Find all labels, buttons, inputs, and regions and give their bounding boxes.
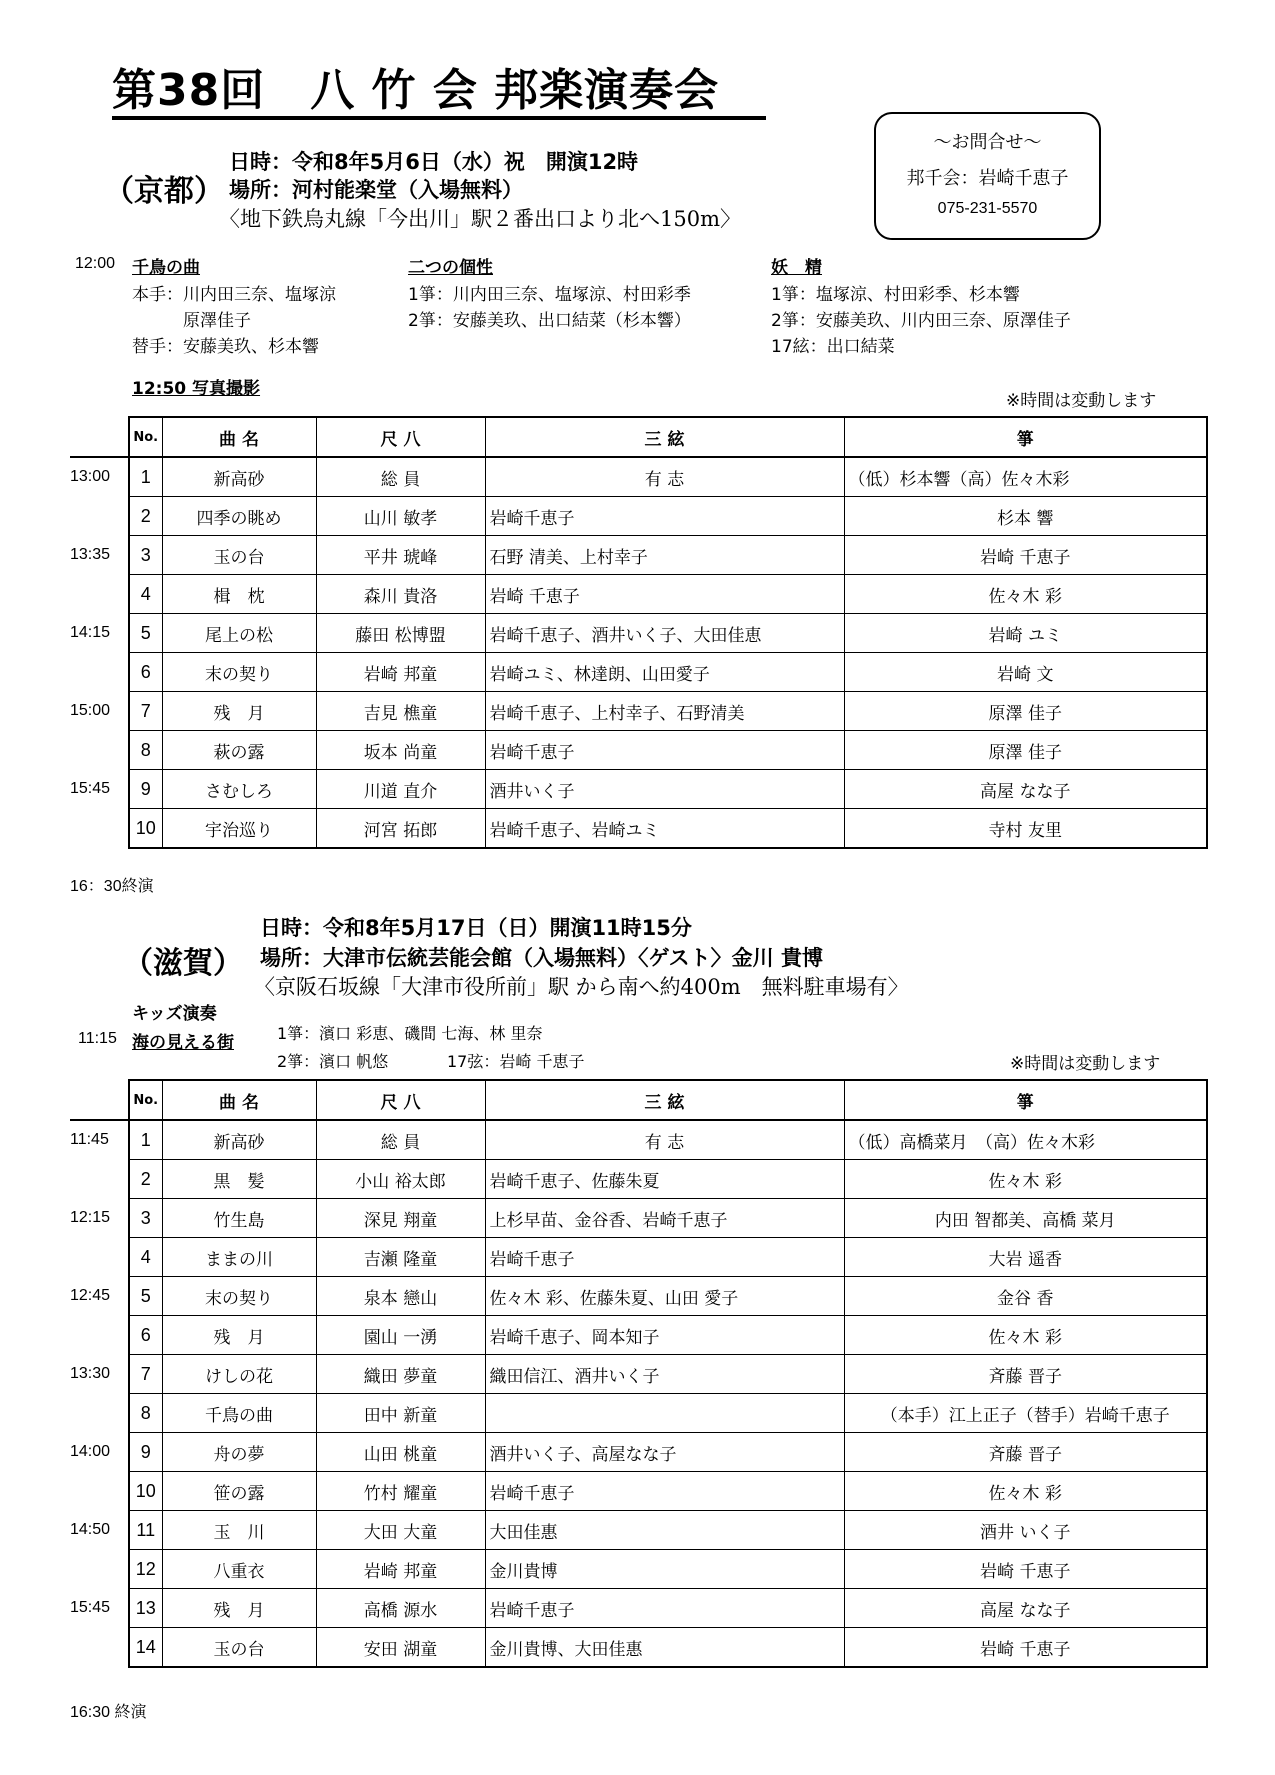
row-number: 9: [129, 770, 162, 809]
sangen-players: 酒井いく子、高屋なな子: [485, 1433, 844, 1472]
kyoto-schedule-table: [70, 416, 1208, 849]
sangen-players: 酒井いく子: [485, 770, 844, 809]
header-shakuhachi: 尺 八: [316, 1080, 485, 1120]
row-number: 11: [129, 1511, 162, 1550]
shakuhachi-player: 織田 夢童: [316, 1355, 485, 1394]
piece-name: けしの花: [162, 1355, 316, 1394]
header-sangen: 三 絃: [485, 417, 844, 457]
opening-time: 12:00: [75, 255, 116, 272]
piece-name: 舟の夢: [162, 1433, 316, 1472]
shakuhachi-player: 高橋 源水: [316, 1589, 485, 1628]
koto-players: （低）高橋菜月 （高）佐々木彩: [844, 1120, 1207, 1160]
table-row: [70, 1160, 1207, 1199]
shiga-access: 〈京阪石坂線「大津市役所前」駅 から南へ約400m 無料駐車場有〉: [254, 975, 909, 999]
table-row: [70, 1355, 1207, 1394]
opening-piece-performers: 1箏：川内田三奈、塩塚涼、村田彩季: [408, 285, 691, 305]
kids-piece: 海の見える街: [132, 1033, 234, 1053]
row-number: 7: [129, 1355, 162, 1394]
table-row: [70, 1199, 1207, 1238]
row-number: 1: [129, 1120, 162, 1160]
table-row: [70, 692, 1207, 731]
time-label: 11:45: [70, 1120, 129, 1160]
time-label: 13:35: [70, 536, 129, 575]
opening-piece-performers: 本手：川内田三奈、塩塚涼: [132, 285, 336, 305]
header-no: No.: [129, 417, 162, 457]
table-row: [70, 457, 1207, 497]
shakuhachi-player: 川道 直介: [316, 770, 485, 809]
row-number: 5: [129, 614, 162, 653]
table-row: [70, 770, 1207, 809]
koto-players: 原澤 佳子: [844, 692, 1207, 731]
table-row: [70, 653, 1207, 692]
shiga-end: 16:30 終演: [70, 1704, 147, 1721]
opening-piece-performers: 1箏：塩塚涼、村田彩季、杉本響: [771, 285, 1020, 305]
row-number: 8: [129, 1394, 162, 1433]
opening-piece-title: 千鳥の曲: [132, 258, 200, 278]
time-label: [70, 1550, 129, 1589]
contact-box: [874, 112, 1101, 240]
piece-name: 宇治巡り: [162, 809, 316, 849]
time-label: [70, 1628, 129, 1668]
kids-label: キッズ演奏: [132, 1004, 217, 1024]
table-row: [70, 1277, 1207, 1316]
opening-piece-performers: 2箏：安藤美玖、出口結菜（杉本響）: [408, 311, 691, 331]
piece-name: 黒 髪: [162, 1160, 316, 1199]
kids-line-1: 1箏：濱口 彩恵、磯間 七海、林 里奈: [277, 1024, 543, 1043]
table-row: [70, 1120, 1207, 1160]
shakuhachi-player: 坂本 尚童: [316, 731, 485, 770]
kyoto-end: 16：30終演: [70, 878, 154, 895]
sangen-players: 岩崎千恵子、岩崎ユミ: [485, 809, 844, 849]
table-row: [70, 614, 1207, 653]
time-label: 15:45: [70, 1589, 129, 1628]
shakuhachi-player: 総 員: [316, 457, 485, 497]
kyoto-access: 〈地下鉄烏丸線「今出川」駅２番出口より北へ150m〉: [219, 207, 741, 231]
row-number: 5: [129, 1277, 162, 1316]
sangen-players: 上杉早苗、金谷香、岩崎千恵子: [485, 1199, 844, 1238]
table-row: [70, 1550, 1207, 1589]
row-number: 2: [129, 497, 162, 536]
piece-name: 楫 枕: [162, 575, 316, 614]
koto-players: （低）杉本響（高）佐々木彩: [844, 457, 1207, 497]
table-row: [70, 1472, 1207, 1511]
contact-name: 邦千会：岩崎千恵子: [906, 168, 1069, 189]
table-row: [70, 1433, 1207, 1472]
kyoto-datetime: 日時：令和8年5月6日（水）祝 開演12時: [229, 150, 639, 174]
shakuhachi-player: 安田 湖童: [316, 1628, 485, 1668]
sangen-players: 岩崎千恵子: [485, 1589, 844, 1628]
kids-line-3: 17弦：岩崎 千恵子: [447, 1052, 585, 1071]
page-title: 第38回 八 竹 会 邦楽演奏会: [112, 66, 766, 120]
row-number: 13: [129, 1589, 162, 1628]
time-label: 12:15: [70, 1199, 129, 1238]
koto-players: 高屋 なな子: [844, 770, 1207, 809]
koto-players: 岩崎 文: [844, 653, 1207, 692]
piece-name: 残 月: [162, 1589, 316, 1628]
time-label: 13:00: [70, 457, 129, 497]
table-row: [70, 1589, 1207, 1628]
piece-name: 千鳥の曲: [162, 1394, 316, 1433]
sangen-players: 織田信江、酒井いく子: [485, 1355, 844, 1394]
sangen-players: 岩崎ユミ、林達朗、山田愛子: [485, 653, 844, 692]
shiga-region: （滋賀）: [123, 946, 243, 981]
piece-name: 新高砂: [162, 1120, 316, 1160]
time-note-shiga: ※時間は変動します: [1010, 1054, 1161, 1074]
koto-players: 佐々木 彩: [844, 575, 1207, 614]
row-number: 3: [129, 1199, 162, 1238]
koto-players: 大岩 遥香: [844, 1238, 1207, 1277]
shakuhachi-player: 深見 翔童: [316, 1199, 485, 1238]
header-piece: 曲 名: [162, 417, 316, 457]
koto-players: 佐々木 彩: [844, 1160, 1207, 1199]
header-shakuhachi: 尺 八: [316, 417, 485, 457]
piece-name: 玉の台: [162, 1628, 316, 1668]
sangen-players: 岩崎 千恵子: [485, 575, 844, 614]
row-number: 4: [129, 1238, 162, 1277]
time-label: 14:00: [70, 1433, 129, 1472]
table-row: [70, 1394, 1207, 1433]
piece-name: 玉 川: [162, 1511, 316, 1550]
piece-name: 残 月: [162, 692, 316, 731]
sangen-players: 石野 清美、上村幸子: [485, 536, 844, 575]
sangen-players: 岩崎千恵子: [485, 1472, 844, 1511]
shakuhachi-player: 平井 琥峰: [316, 536, 485, 575]
opening-piece-performers: 原澤佳子: [132, 311, 251, 331]
koto-players: 寺村 友里: [844, 809, 1207, 849]
kyoto-region: （京都）: [104, 174, 224, 209]
header-piece: 曲 名: [162, 1080, 316, 1120]
koto-players: 岩崎 千恵子: [844, 1628, 1207, 1668]
piece-name: 八重衣: [162, 1550, 316, 1589]
time-label: [70, 731, 129, 770]
row-number: 14: [129, 1628, 162, 1668]
table-row: [70, 1628, 1207, 1668]
sangen-players: 岩崎千恵子: [485, 731, 844, 770]
piece-name: 萩の露: [162, 731, 316, 770]
row-number: 8: [129, 731, 162, 770]
sangen-players: 岩崎千恵子、上村幸子、石野清美: [485, 692, 844, 731]
shakuhachi-player: 園山 一湧: [316, 1316, 485, 1355]
shakuhachi-player: 河宮 拓郎: [316, 809, 485, 849]
sangen-players: 岩崎千恵子、酒井いく子、大田佳恵: [485, 614, 844, 653]
time-label: [70, 809, 129, 849]
time-label: 14:15: [70, 614, 129, 653]
shakuhachi-player: 総 員: [316, 1120, 485, 1160]
opening-piece-performers: 17絃：出口結菜: [771, 337, 895, 357]
opening-piece-title: 妖 精: [771, 258, 822, 278]
shiga-datetime: 日時：令和8年5月17日（日）開演11時15分: [260, 916, 692, 940]
shakuhachi-player: 岩崎 邦童: [316, 1550, 485, 1589]
table-row: [70, 497, 1207, 536]
time-label: [70, 575, 129, 614]
piece-name: 新高砂: [162, 457, 316, 497]
koto-players: 岩崎 ユミ: [844, 614, 1207, 653]
photo-session: 12:50 写真撮影: [132, 379, 261, 399]
koto-players: 佐々木 彩: [844, 1316, 1207, 1355]
table-header-row: [70, 417, 1207, 457]
shakuhachi-player: 岩崎 邦童: [316, 653, 485, 692]
row-number: 10: [129, 1472, 162, 1511]
shakuhachi-player: 泉本 戀山: [316, 1277, 485, 1316]
contact-heading: ～お問合せ～: [933, 132, 1042, 153]
header-no: No.: [129, 1080, 162, 1120]
table-row: [70, 575, 1207, 614]
table-row: [70, 1238, 1207, 1277]
piece-name: 末の契り: [162, 653, 316, 692]
kids-line-2: 2箏：濱口 帆悠: [277, 1052, 389, 1071]
shakuhachi-player: 大田 大童: [316, 1511, 485, 1550]
shakuhachi-player: 森川 貴洛: [316, 575, 485, 614]
time-label: 14:50: [70, 1511, 129, 1550]
koto-players: 斉藤 晋子: [844, 1433, 1207, 1472]
piece-name: 残 月: [162, 1316, 316, 1355]
piece-name: 笹の露: [162, 1472, 316, 1511]
contact-phone: 075-231-5570: [937, 200, 1038, 217]
koto-players: 原澤 佳子: [844, 731, 1207, 770]
koto-players: 高屋 なな子: [844, 1589, 1207, 1628]
time-label: [70, 1394, 129, 1433]
kids-time: 11:15: [78, 1030, 117, 1047]
piece-name: 四季の眺め: [162, 497, 316, 536]
sangen-players: 岩崎千恵子: [485, 497, 844, 536]
row-number: 6: [129, 653, 162, 692]
sangen-players: 岩崎千恵子、佐藤朱夏: [485, 1160, 844, 1199]
table-row: [70, 1511, 1207, 1550]
table-header-row: [70, 1080, 1207, 1120]
koto-players: 内田 智都美、高橋 菜月: [844, 1199, 1207, 1238]
shakuhachi-player: 小山 裕太郎: [316, 1160, 485, 1199]
time-label: [70, 497, 129, 536]
piece-name: 末の契り: [162, 1277, 316, 1316]
shakuhachi-player: 藤田 松博盟: [316, 614, 485, 653]
sangen-players: 金川貴博: [485, 1550, 844, 1589]
header-sangen: 三 絃: [485, 1080, 844, 1120]
header-koto: 箏: [844, 1080, 1207, 1120]
koto-players: 酒井 いく子: [844, 1511, 1207, 1550]
piece-name: 竹生島: [162, 1199, 316, 1238]
table-row: [70, 731, 1207, 770]
kyoto-venue: 場所：河村能楽堂（入場無料）: [229, 178, 523, 202]
shiga-venue: 場所：大津市伝統芸能会館（入場無料）〈ゲスト〉金川 貴博: [260, 946, 823, 970]
sangen-players: 岩崎千恵子、岡本知子: [485, 1316, 844, 1355]
time-note: ※時間は変動します: [1006, 391, 1157, 411]
opening-piece-title: 二つの個性: [408, 258, 493, 278]
table-row: [70, 1316, 1207, 1355]
row-number: 1: [129, 457, 162, 497]
time-label: 13:30: [70, 1355, 129, 1394]
opening-piece-performers: 替手：安藤美玖、杉本響: [132, 337, 319, 357]
sangen-players: 大田佳惠: [485, 1511, 844, 1550]
shakuhachi-player: 田中 新童: [316, 1394, 485, 1433]
piece-name: ままの川: [162, 1238, 316, 1277]
koto-players: 斉藤 晋子: [844, 1355, 1207, 1394]
row-number: 9: [129, 1433, 162, 1472]
row-number: 3: [129, 536, 162, 575]
row-number: 4: [129, 575, 162, 614]
shakuhachi-player: 吉見 樵童: [316, 692, 485, 731]
sangen-players: [485, 1394, 844, 1433]
sangen-players: 有 志: [485, 1120, 844, 1160]
table-row: [70, 536, 1207, 575]
opening-piece-performers: 2箏：安藤美玖、川内田三奈、原澤佳子: [771, 311, 1071, 331]
time-label: 12:45: [70, 1277, 129, 1316]
header-koto: 箏: [844, 417, 1207, 457]
shiga-schedule-table: [70, 1079, 1208, 1668]
time-label: 15:45: [70, 770, 129, 809]
row-number: 10: [129, 809, 162, 849]
koto-players: 岩崎 千恵子: [844, 536, 1207, 575]
sangen-players: 有 志: [485, 457, 844, 497]
row-number: 7: [129, 692, 162, 731]
time-label: [70, 1238, 129, 1277]
koto-players: 岩崎 千恵子: [844, 1550, 1207, 1589]
shakuhachi-player: 吉瀬 隆童: [316, 1238, 485, 1277]
time-header-spacer: [70, 417, 129, 457]
row-number: 2: [129, 1160, 162, 1199]
row-number: 12: [129, 1550, 162, 1589]
time-label: [70, 1472, 129, 1511]
sangen-players: 金川貴博、大田佳惠: [485, 1628, 844, 1668]
time-label: [70, 653, 129, 692]
piece-name: 玉の台: [162, 536, 316, 575]
koto-players: 金谷 香: [844, 1277, 1207, 1316]
sangen-players: 佐々木 彩、佐藤朱夏、山田 愛子: [485, 1277, 844, 1316]
time-label: [70, 1316, 129, 1355]
time-label: [70, 1160, 129, 1199]
row-number: 6: [129, 1316, 162, 1355]
sangen-players: 岩崎千恵子: [485, 1238, 844, 1277]
piece-name: さむしろ: [162, 770, 316, 809]
koto-players: 佐々木 彩: [844, 1472, 1207, 1511]
table-row: [70, 809, 1207, 849]
piece-name: 尾上の松: [162, 614, 316, 653]
time-label: 15:00: [70, 692, 129, 731]
shakuhachi-player: 山田 桃童: [316, 1433, 485, 1472]
shakuhachi-player: 山川 敏孝: [316, 497, 485, 536]
time-header-spacer: [70, 1080, 129, 1120]
shakuhachi-player: 竹村 耀童: [316, 1472, 485, 1511]
koto-players: （本手）江上正子（替手）岩崎千恵子: [844, 1394, 1207, 1433]
koto-players: 杉本 響: [844, 497, 1207, 536]
